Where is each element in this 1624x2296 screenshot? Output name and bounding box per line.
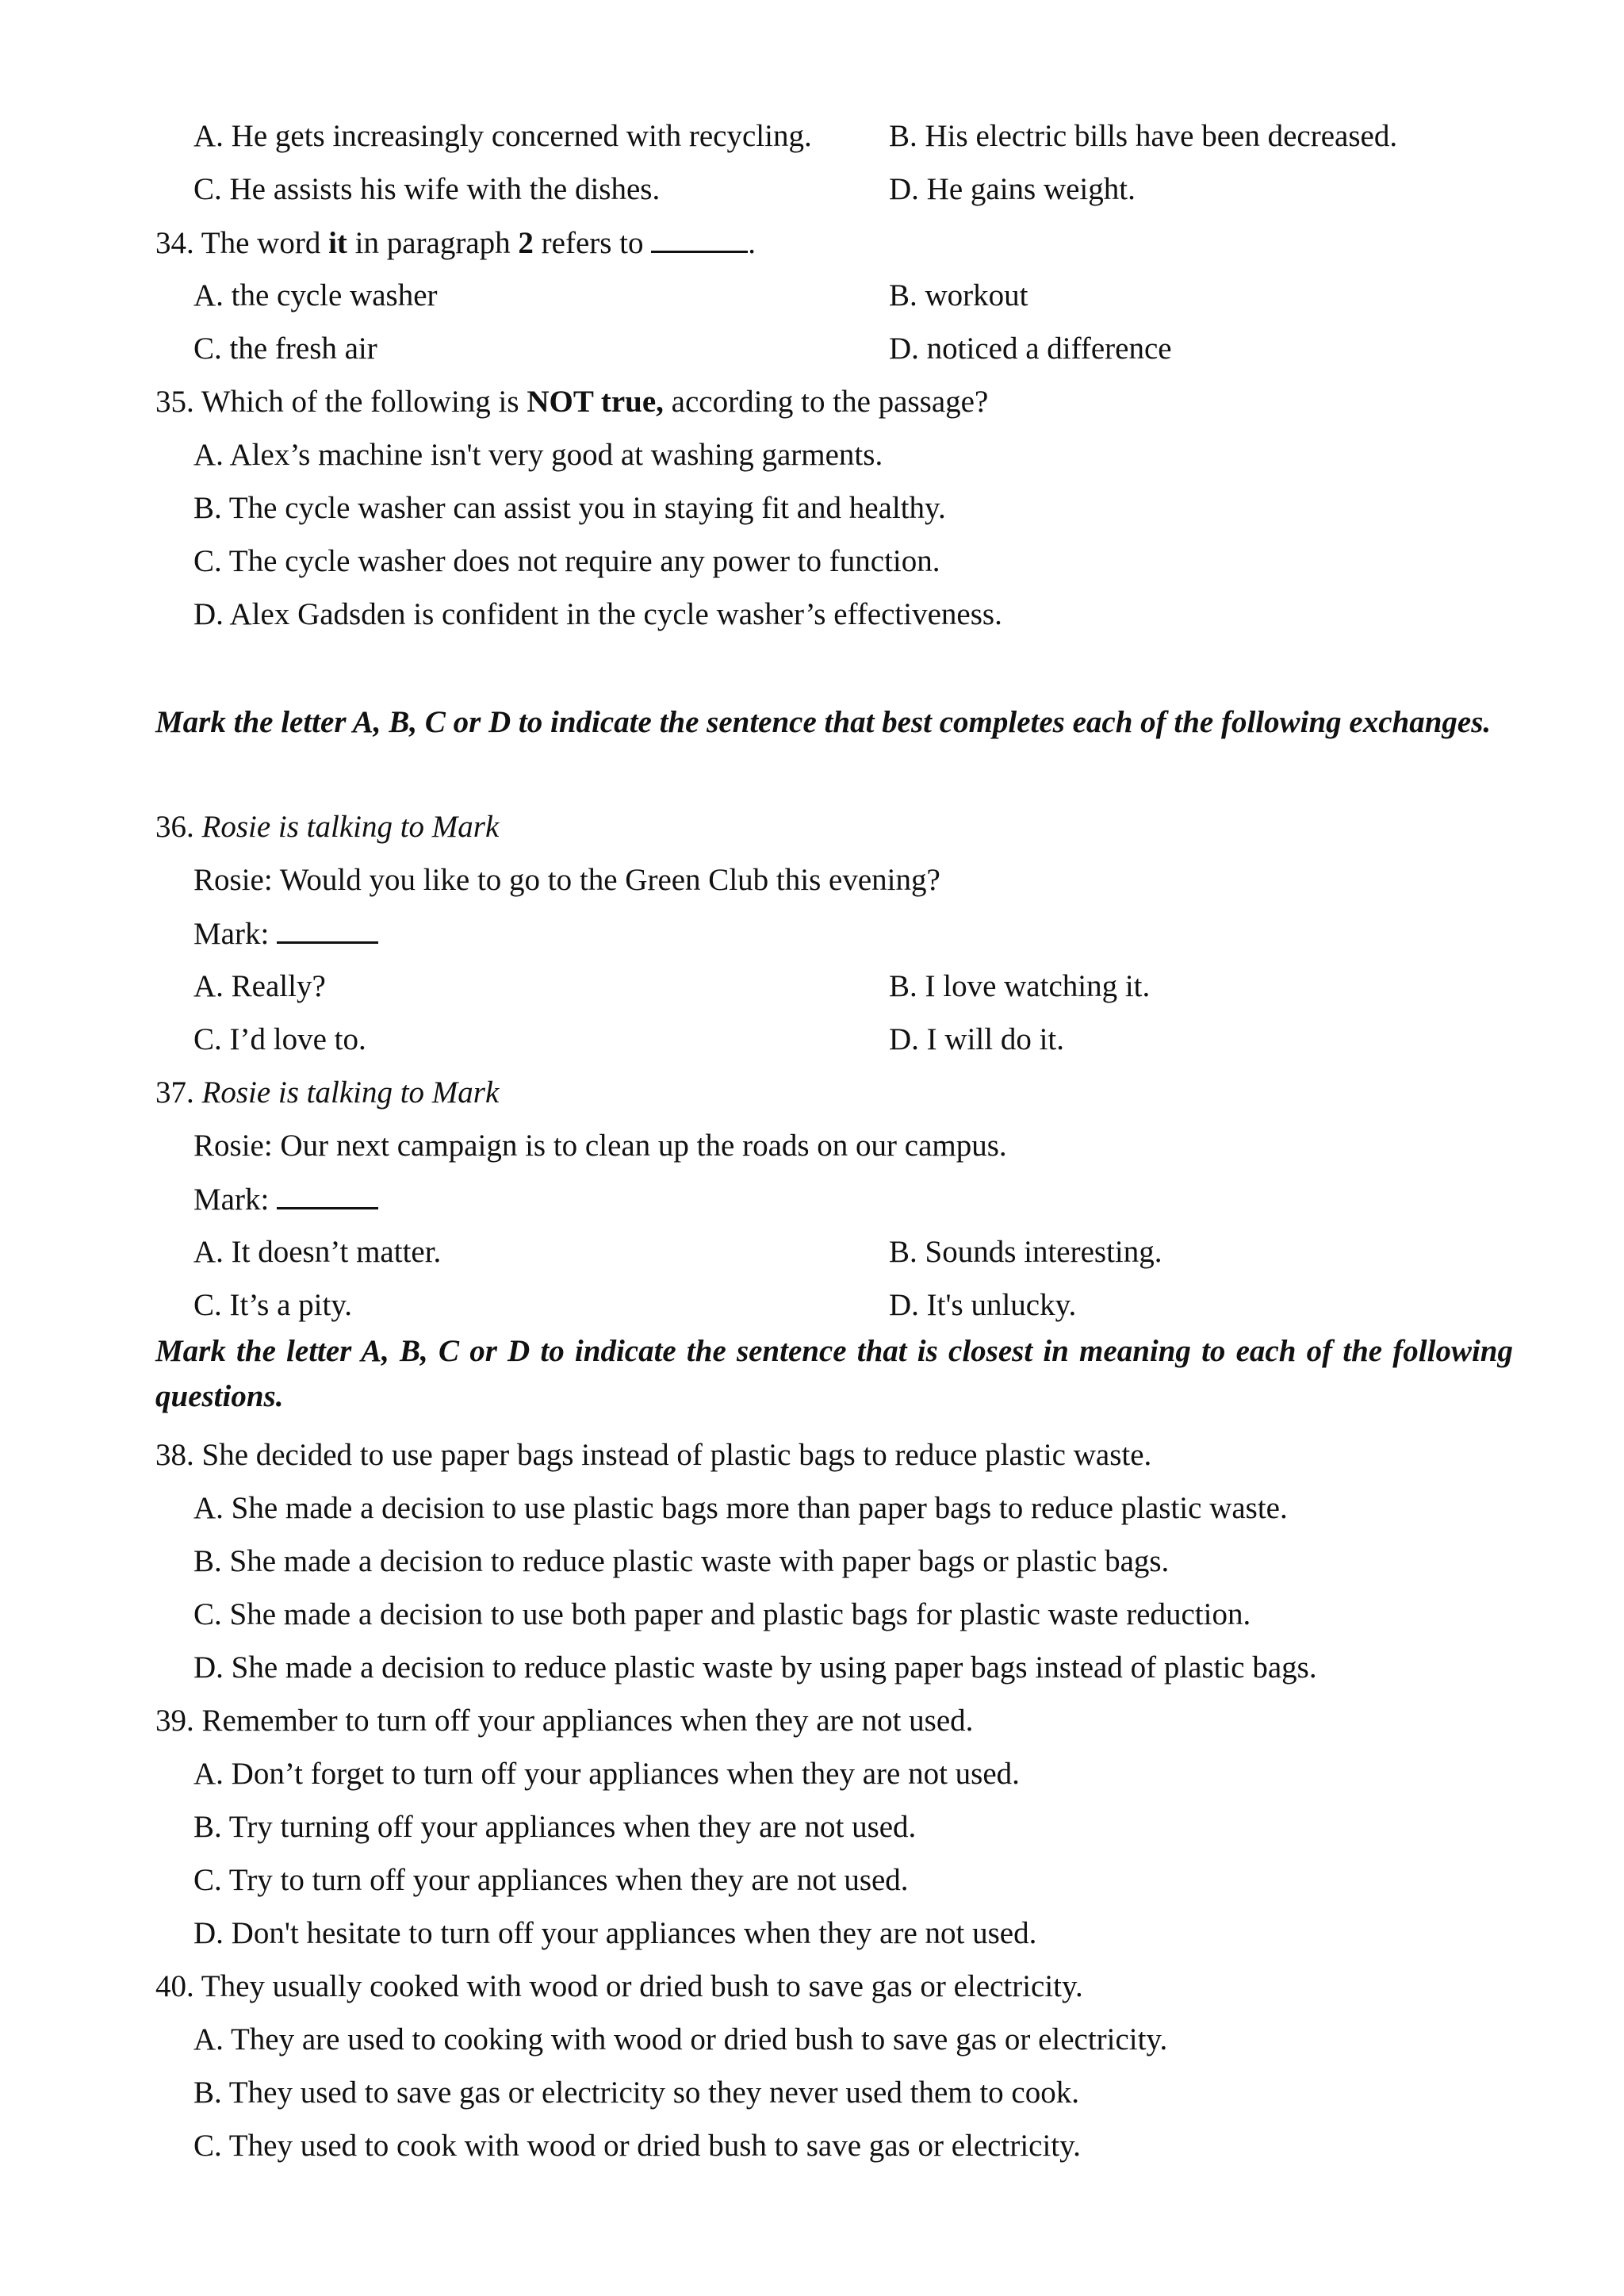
answer-blank [277, 1183, 378, 1209]
q40-option-a: A. They are used to cooking with wood or dried bush to save gas or electricity. [193, 2022, 1168, 2056]
q35-option-d: D. Alex Gadsden is confident in the cycle washer’s effectiveness. [193, 597, 1002, 631]
q40-stem: 40. They usually cooked with wood or dried bush to save gas or electricity. [155, 1969, 1083, 2003]
q34-option-d: D. noticed a difference [889, 332, 1172, 366]
q37-option-b: B. Sounds interesting. [889, 1235, 1162, 1269]
q37-rosie-line: Rosie: Our next campaign is to clean up the roads on our campus. [193, 1129, 1007, 1163]
q35-stem: 35. Which of the following is NOT true, according to the passage? [155, 385, 989, 419]
q40-option-c: C. They used to cook with wood or dried bush to save gas or electricity. [193, 2129, 1081, 2163]
q39-option-a: A. Don’t forget to turn off your appliances when they are not used. [193, 1757, 1020, 1791]
instruction-closest-meaning: Mark the letter A, B, C or D to indicate the sentence that is closest in meaning to each of the following questions. [155, 1334, 1513, 1413]
q37-mark-line: Mark: [193, 1183, 378, 1215]
q34-option-a: A. the cycle washer [193, 278, 438, 312]
q37-option-c: C. It’s a pity. [193, 1288, 353, 1322]
q36-option-c: C. I’d love to. [193, 1022, 366, 1056]
q38-option-b: B. She made a decision to reduce plastic waste with paper bags or plastic bags. [193, 1544, 1170, 1578]
q34-stem: 34. The word it in paragraph 2 refers to . [155, 226, 756, 260]
q40-option-b: B. They used to save gas or electricity so they never used them to cook. [193, 2076, 1079, 2110]
q38-stem: 38. She decided to use paper bags instead of plastic bags to reduce plastic waste. [155, 1438, 1152, 1472]
answer-blank [277, 918, 378, 944]
q36-rosie-line: Rosie: Would you like to go to the Green Club this evening? [193, 863, 940, 897]
q37-option-d: D. It's unlucky. [889, 1288, 1077, 1322]
q35-option-a: A. Alex’s machine isn't very good at washing garments. [193, 438, 883, 472]
q33-option-a: A. He gets increasingly concerned with recycling. [193, 119, 812, 153]
q34-option-c: C. the fresh air [193, 332, 377, 366]
q36-option-a: A. Really? [193, 969, 326, 1003]
q34-option-b: B. workout [889, 278, 1028, 312]
q35-option-c: C. The cycle washer does not require any power to function. [193, 544, 940, 578]
instruction-exchanges: Mark the letter A, B, C or D to indicate the sentence that best completes each of the following exchanges. [155, 705, 1492, 739]
q33-option-d: D. He gains weight. [889, 172, 1136, 206]
q38-option-a: A. She made a decision to use plastic bags more than paper bags to reduce plastic waste. [193, 1491, 1288, 1525]
q36-option-b: B. I love watching it. [889, 969, 1151, 1003]
q36-stem: 36. Rosie is talking to Mark [155, 810, 500, 844]
q33-option-c: C. He assists his wife with the dishes. [193, 172, 661, 206]
q33-option-b: B. His electric bills have been decreased. [889, 119, 1398, 153]
q36-mark-line: Mark: [193, 918, 378, 949]
q37-option-a: A. It doesn’t matter. [193, 1235, 442, 1269]
q39-option-c: C. Try to turn off your appliances when they are not used. [193, 1863, 909, 1897]
q36-option-d: D. I will do it. [889, 1022, 1064, 1056]
q37-stem: 37. Rosie is talking to Mark [155, 1075, 500, 1110]
q39-option-b: B. Try turning off your appliances when they are not used. [193, 1810, 917, 1844]
q35-option-b: B. The cycle washer can assist you in staying fit and healthy. [193, 491, 946, 525]
q38-option-c: C. She made a decision to use both paper and plastic bags for plastic waste reduction. [193, 1597, 1251, 1631]
answer-blank [651, 227, 748, 253]
q38-option-d: D. She made a decision to reduce plastic waste by using paper bags instead of plastic bags. [193, 1650, 1317, 1685]
q39-stem: 39. Remember to turn off your appliances when they are not used. [155, 1704, 974, 1738]
q39-option-d: D. Don't hesitate to turn off your appliances when they are not used. [193, 1916, 1037, 1950]
